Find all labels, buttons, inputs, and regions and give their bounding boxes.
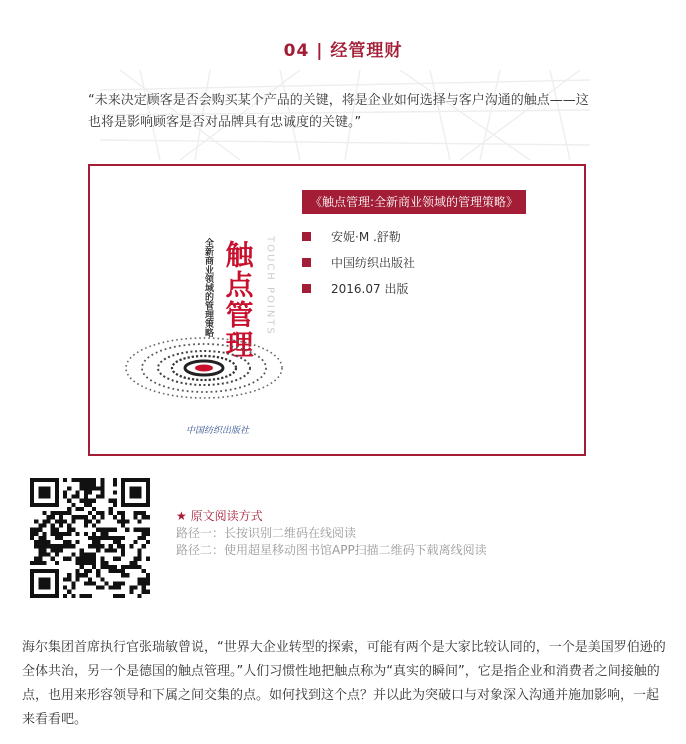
cover-english-title: TOUCH POINTS [264,236,276,336]
book-publisher: 中国纺织出版社 [331,256,416,270]
reading-path-1: 路径一：长按识别二维码在线阅读 [176,526,357,540]
book-date-row [302,280,408,298]
book-cover-image[interactable] [120,182,288,446]
book-date: 2016.07 出版 [331,282,409,296]
bullet-square-icon [302,284,311,293]
qr-code-image[interactable] [30,478,150,598]
bullet-square-icon [302,232,311,241]
book-publisher-row [302,254,415,272]
section-title: 04 | 经管理财 [283,41,403,61]
book-title-tag: 《触点管理:全新商业领域的管理策略》 [302,190,526,214]
reading-methods-title: ★ 原文阅读方式 [176,509,263,523]
book-card [88,164,586,456]
body-paragraph: 海尔集团首席执行官张瑞敏曾说，“世界大企业转型的探索，可能有两个是大家比较认同的，一个是美国罗伯逊的全体共治，另一个是德国的触点管理。”人们习惯性地把触点称为“真实的瞬间”，它是指企业和消费者之间接触的点，也用来形容领导和下属之间交集的点。如何找到这个点？并以此为突破口与对象深入沟通并施加影响，一起来看看吧。 [22,640,666,727]
cover-publisher-mark: 中国纺织出版社 [186,426,250,436]
book-author-row [302,228,401,246]
cover-main-title: 触点管理 [221,240,255,360]
book-author: 安妮·M .舒勒 [331,230,401,244]
bullet-square-icon [302,258,311,267]
opening-quote: “未来决定顾客是否会购买某个产品的关键，将是企业如何选择与客户沟通的触点——这也将是影响顾客是否对品牌具有忠诚度的关键。” [88,93,589,130]
reading-methods [176,508,487,559]
cover-subtitle: 全新商业领域的管理策略 [203,238,213,337]
reading-path-2: 路径二：使用超星移动图书馆APP扫描二维码下载离线阅读 [176,543,487,557]
